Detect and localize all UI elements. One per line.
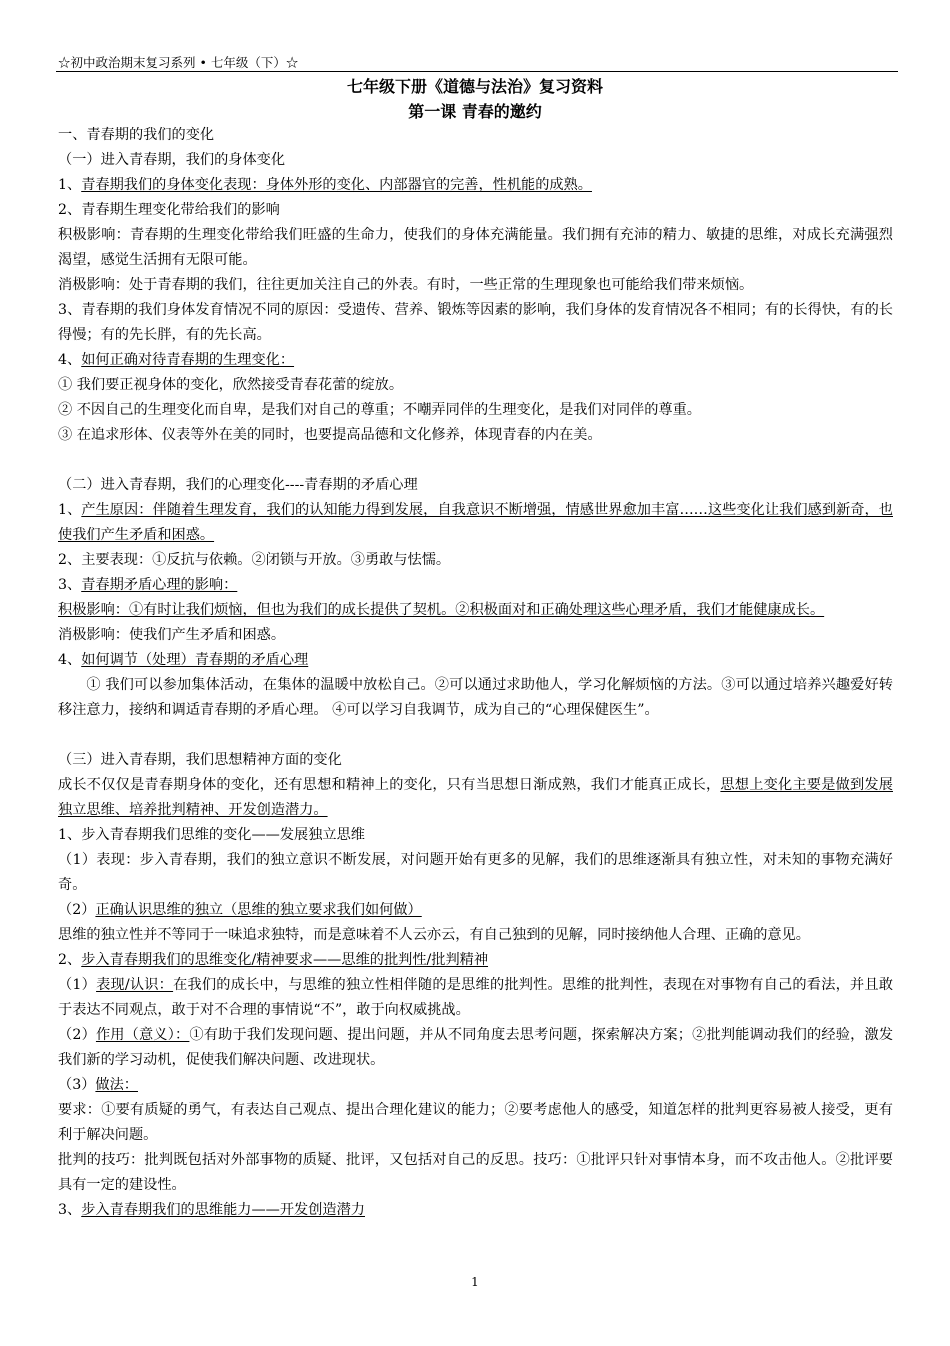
body-paragraph (58, 673, 893, 723)
text-run: 要求：①要有质疑的勇气，有表达自己观点、提出合理化建议的能力；②要考虑他人的感受，知道怎样的批判更容易被人接受，更有利于解决问题。 (58, 1102, 893, 1143)
text-run: ① 我们要正视身体的变化，欣然接受青春花蕾的绽放。 (58, 377, 404, 393)
body-paragraph (58, 973, 893, 1023)
text-run: ①有助于我们发现问题、提出问题，并从不同角度去思考问题，探索解决方案；②批判能调动我们的经验，激发我们新的学习动机，促使我们解决问题、改进现状。 (58, 1027, 894, 1068)
body-paragraph (58, 948, 893, 973)
body-paragraph (58, 1198, 893, 1223)
text-run: 3、 (58, 1202, 82, 1218)
body-paragraph (58, 223, 893, 273)
body-paragraph (58, 573, 893, 598)
header-rule (56, 71, 898, 72)
underlined-text: 积极影响：①有时让我们烦恼，但也为我们的成长提供了契机。②积极面对和正确处理这些心理矛盾，我们才能健康成长。 (58, 602, 825, 618)
page-header: ☆初中政治期末复习系列 • 七年级（下）☆ (58, 55, 299, 70)
body-paragraph (58, 598, 893, 623)
body-paragraph (58, 1098, 893, 1148)
text-run: （2） (58, 902, 96, 918)
text-run: （2） (58, 1027, 96, 1043)
body-paragraph (58, 748, 893, 773)
text-run: 成长不仅仅是青春期身体的变化，还有思想和精神上的变化，只有当思想日渐成熟，我们才能真正成长， (58, 777, 721, 793)
body-paragraph (58, 298, 893, 348)
underlined-text: 作用（意义）： (95, 1027, 190, 1043)
text-run: ② 不因自己的生理变化而自卑，是我们对自己的尊重；不嘲弄同伴的生理变化，是我们对同伴的尊重。 (58, 402, 701, 418)
body-paragraph (58, 1023, 893, 1073)
body-paragraph (58, 423, 893, 448)
text-run: 1、 (58, 502, 82, 518)
body-paragraph (58, 373, 893, 398)
blank-line (58, 723, 893, 748)
lesson-title: 第一课 青春的邀约 (408, 102, 542, 121)
body-paragraph (58, 898, 893, 923)
body-paragraph (58, 1073, 893, 1098)
text-run: 消极影响：使我们产生矛盾和困惑。 (58, 627, 286, 643)
body-paragraph (58, 123, 893, 148)
body-paragraph (58, 273, 893, 298)
title-block (0, 74, 950, 124)
text-run: 3、 (58, 577, 82, 593)
blank-line (58, 448, 893, 473)
text-run: ③ 在追求形体、仪表等外在美的同时，也要提高品德和文化修养，体现青春的内在美。 (58, 427, 602, 443)
text-run: （三）进入青春期，我们思想精神方面的变化 (58, 752, 342, 768)
text-run: 4、 (58, 652, 82, 668)
body-paragraph (58, 548, 893, 573)
text-run: （一）进入青春期，我们的身体变化 (58, 152, 286, 168)
text-run: （3） (58, 1077, 96, 1093)
underlined-text: 青春期矛盾心理的影响： (81, 577, 238, 593)
body-paragraph (58, 1148, 893, 1198)
body-paragraph (58, 398, 893, 423)
underlined-text: 如何正确对待青春期的生理变化： (81, 352, 295, 368)
text-run: ① 我们可以参加集体活动，在集体的温暖中放松自己。②可以通过求助他人，学习化解烦恼的方法。③可以通过培养兴趣爱好转移注意力，接纳和调适青春期的矛盾心理。 ④可以学习自我调节，成为自己的“心理保健医生”。 (58, 677, 893, 718)
page-number: 1 (471, 1275, 479, 1289)
body-paragraph (58, 648, 893, 673)
text-run: 消极影响：处于青春期的我们，往往更加关注自己的外表。有时，一些正常的生理现象也可能给我们带来烦恼。 (58, 277, 754, 293)
text-run: 思维的独立性并不等同于一味追求独特，而是意味着不人云亦云，有自己独到的见解，同时接纳他人合理、正确的意见。 (58, 927, 810, 943)
text-run: 1、步入青春期我们思维的变化——发展独立思维 (58, 827, 365, 843)
text-run: （1）表现：步入青春期，我们的独立意识不断发展，对问题开始有更多的见解，我们的思维逐渐具有独立性，对未知的事物充满好奇。 (58, 852, 893, 893)
text-run: 积极影响：青春期的生理变化带给我们旺盛的生命力，使我们的身体充满能量。我们拥有充沛的精力、敏捷的思维，对成长充满强烈渴望，感觉生活拥有无限可能。 (58, 227, 893, 268)
body-paragraph (58, 148, 893, 173)
text-run: 批判的技巧：批判既包括对外部事物的质疑、批评，又包括对自己的反思。技巧：①批评只针对事情本身，而不攻击他人。②批评要具有一定的建设性。 (58, 1152, 893, 1193)
underlined-text: 正确认识思维的独立（思维的独立要求我们如何做） (95, 902, 422, 918)
body-paragraph (58, 473, 893, 498)
document-body (58, 123, 893, 1223)
underlined-text: 产生原因：伴随着生理发育，我们的认知能力得到发展，自我意识不断增强，情感世界愈加丰富……这些变化让我们感到新奇，也使我们产生矛盾和困惑。 (58, 502, 893, 543)
text-run: 2、主要表现：①反抗与依赖。②闭锁与开放。③勇敢与怯懦。 (58, 552, 451, 568)
text-run: （1） (58, 977, 97, 993)
body-paragraph (58, 198, 893, 223)
body-paragraph (58, 173, 893, 198)
body-paragraph (58, 923, 893, 948)
text-run: 在我们的成长中，与思维的独立性相伴随的是思维的批判性。思维的批判性，表现在对事物有自己的看法，并且敢于表达不同观点，敢于对不合理的事情说“不”，敢于向权威挑战。 (58, 977, 894, 1018)
text-run: 3、青春期的我们身体发育情况不同的原因：受遗传、营养、锻炼等因素的影响，我们身体的发育情况各不相同；有的长得快，有的长得慢；有的先长胖，有的先长高。 (58, 302, 893, 343)
underlined-text: 步入青春期我们的思维能力——开发创造潜力 (81, 1202, 365, 1218)
body-paragraph (58, 848, 893, 898)
underlined-text: 如何调节（处理）青春期的矛盾心理 (81, 652, 309, 668)
text-run: 一、青春期的我们的变化 (58, 127, 215, 143)
underlined-text: 步入青春期我们的思维变化/精神要求——思维的批判性/批判精神 (81, 952, 489, 968)
body-paragraph (58, 498, 893, 548)
body-paragraph (58, 773, 893, 823)
underlined-text: 青春期我们的身体变化表现：身体外形的变化、内部器官的完善，性机能的成熟。 (81, 177, 592, 193)
underlined-text: 思想上变化主要是做到发展独立思维、培养批判精神、开发创造潜力。 (58, 777, 893, 818)
text-run: （二）进入青春期，我们的心理变化----青春期的矛盾心理 (58, 477, 418, 493)
text-run: 2、 (58, 952, 82, 968)
body-paragraph (58, 823, 893, 848)
body-paragraph (58, 348, 893, 373)
body-paragraph (58, 623, 893, 648)
underlined-text: 表现/认识： (96, 977, 174, 993)
underlined-text: 做法： (95, 1077, 138, 1093)
text-run: 4、 (58, 352, 82, 368)
document-title: 七年级下册《道德与法治》复习资料 (346, 77, 603, 96)
text-run: 2、青春期生理变化带给我们的影响 (58, 202, 280, 218)
text-run: 1、 (58, 177, 82, 193)
